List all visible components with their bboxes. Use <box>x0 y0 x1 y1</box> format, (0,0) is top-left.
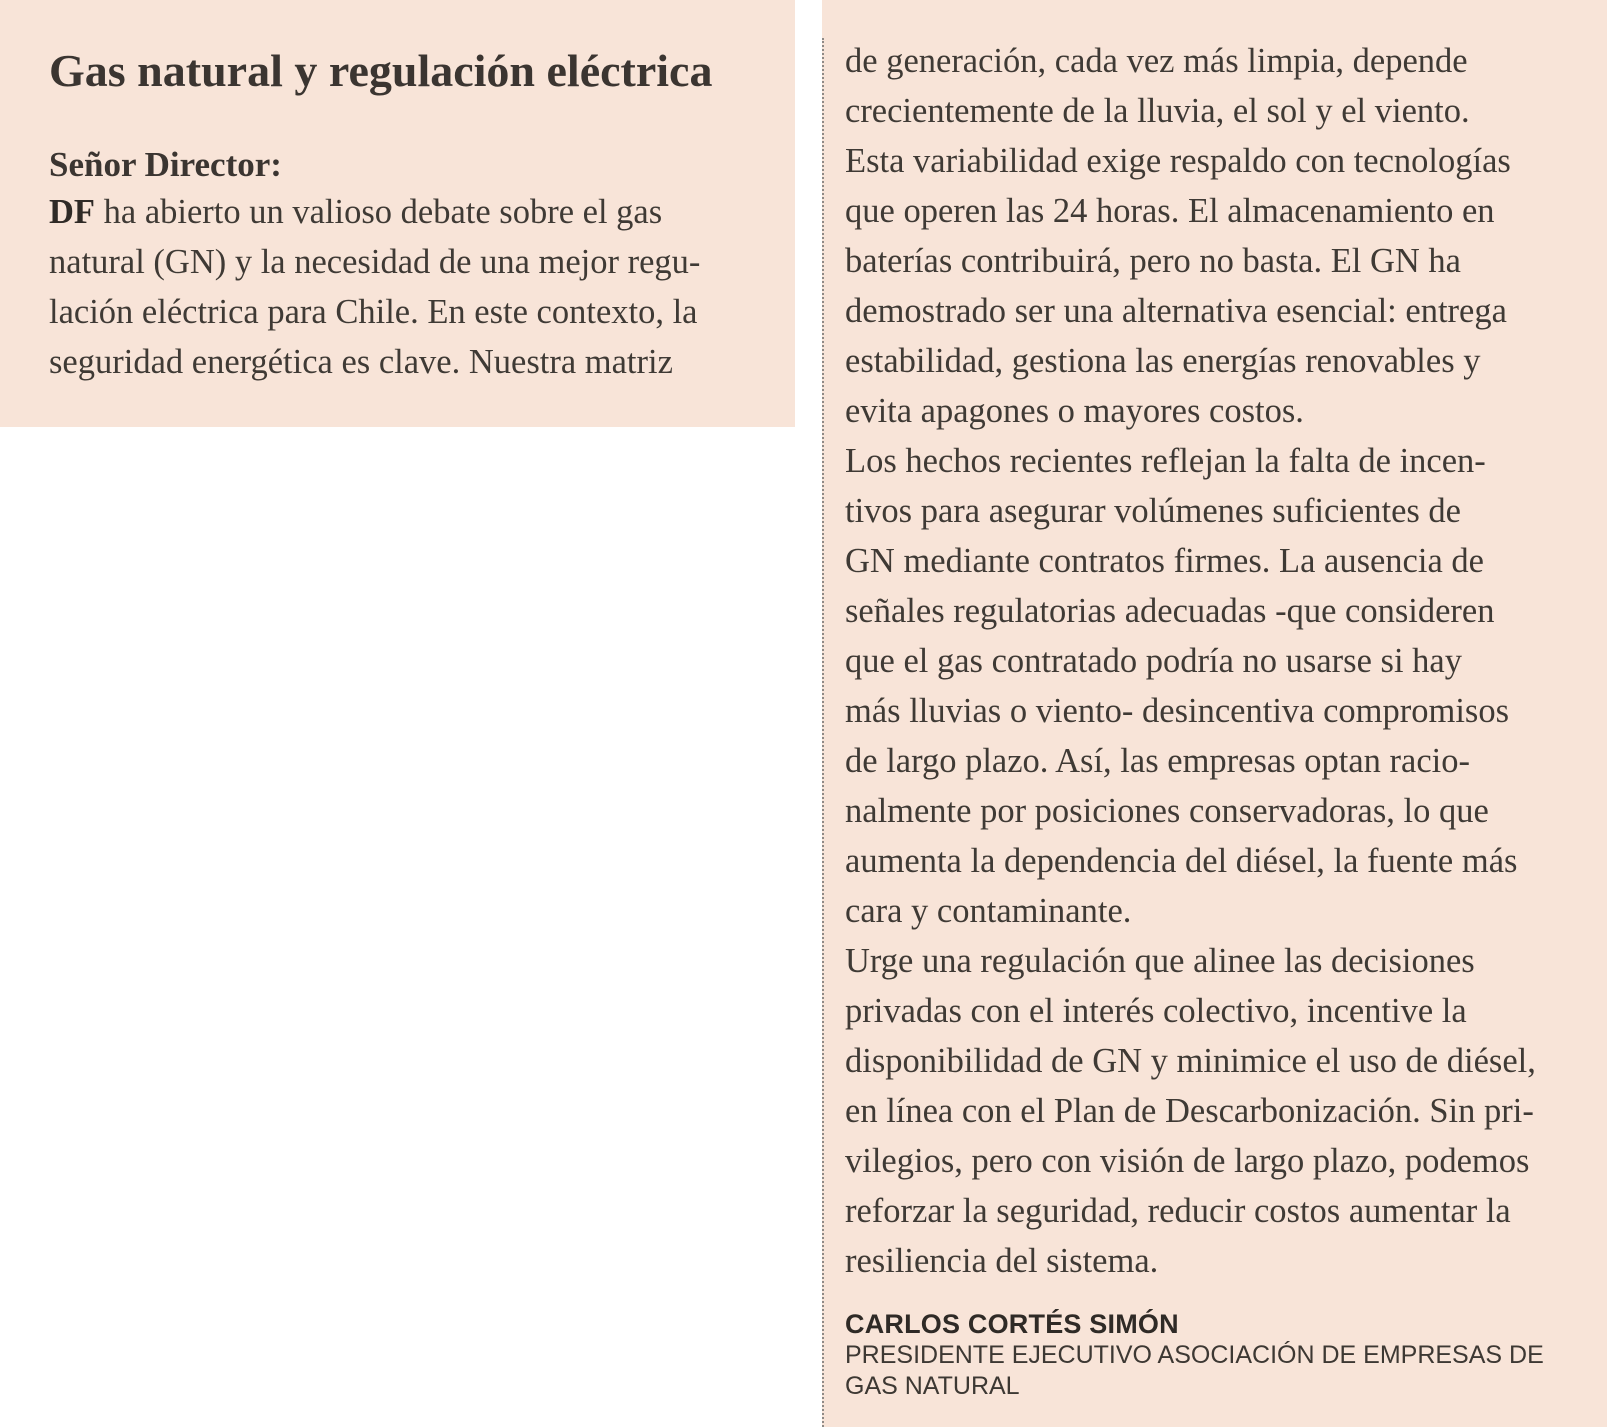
body-line: Esta variabilidad exige respaldo con tecnologías <box>845 142 1511 180</box>
body-line: tivos para asegurar volúmenes suficientes de <box>845 492 1461 530</box>
body-line: señales regulatorias adecuadas -que consideren <box>845 592 1495 630</box>
body-line: más lluvias o viento- desincentiva compromisos <box>845 692 1510 730</box>
body-line: reforzar la seguridad, reducir costos aumentar la <box>845 1192 1511 1230</box>
signature-block <box>845 1308 1565 1402</box>
body-line: seguridad energética es clave. Nuestra matriz <box>49 343 673 381</box>
body-line: Los hechos recientes reflejan la falta de incen- <box>845 442 1486 480</box>
body-line: vilegios, pero con visión de largo plazo, podemos <box>845 1142 1530 1180</box>
letter-salutation: Señor Director: <box>49 145 282 184</box>
body-line: que operen las 24 horas. El almacenamiento en <box>845 192 1495 230</box>
body-line: cara y contaminante. <box>845 892 1132 930</box>
left-column-body <box>49 187 700 387</box>
body-line: de generación, cada vez más limpia, depende <box>845 42 1468 80</box>
lead-word: DF <box>49 193 95 231</box>
body-line: aumenta la dependencia del diésel, la fuente más <box>845 842 1518 880</box>
body-line: que el gas contratado podría no usarse si hay <box>845 642 1462 680</box>
body-line: lación eléctrica para Chile. En este contexto, la <box>49 293 698 331</box>
body-line: en línea con el Plan de Descarbonización. Sin pri- <box>845 1092 1534 1130</box>
body-line: demostrado ser una alternativa esencial: entrega <box>845 292 1507 330</box>
body-line: privadas con el interés colectivo, incentive la <box>845 992 1467 1030</box>
body-line: de largo plazo. Así, las empresas optan racio- <box>845 742 1470 780</box>
body-line: crecientemente de la lluvia, el sol y el viento. <box>845 92 1470 130</box>
body-line: Urge una regulación que alinee las decisiones <box>845 942 1475 980</box>
body-line: evita apagones o mayores costos. <box>845 392 1304 430</box>
body-line <box>49 187 700 237</box>
body-line: GN mediante contratos firmes. La ausencia de <box>845 542 1484 580</box>
right-column-body <box>845 36 1536 1286</box>
column-divider <box>822 38 824 1427</box>
body-line: nalmente por posiciones conservadoras, lo que <box>845 792 1489 830</box>
author-title: PRESIDENTE EJECUTIVO ASOCIACIÓN DE EMPRESAS DE GAS NATURAL <box>845 1341 1544 1400</box>
body-line: disponibilidad de GN y minimice el uso de diésel, <box>845 1042 1536 1080</box>
body-line-text: ha abierto un valioso debate sobre el gas <box>95 193 663 231</box>
body-line: estabilidad, gestiona las energías renovables y <box>845 342 1481 380</box>
body-line: resiliencia del sistema. <box>845 1242 1159 1280</box>
body-line: natural (GN) y la necesidad de una mejor regu- <box>49 243 701 281</box>
body-line: baterías contribuirá, pero no basta. El GN ha <box>845 242 1461 280</box>
letter-headline: Gas natural y regulación eléctrica <box>49 45 713 96</box>
author-name: CARLOS CORTÉS SIMÓN <box>845 1309 1179 1339</box>
